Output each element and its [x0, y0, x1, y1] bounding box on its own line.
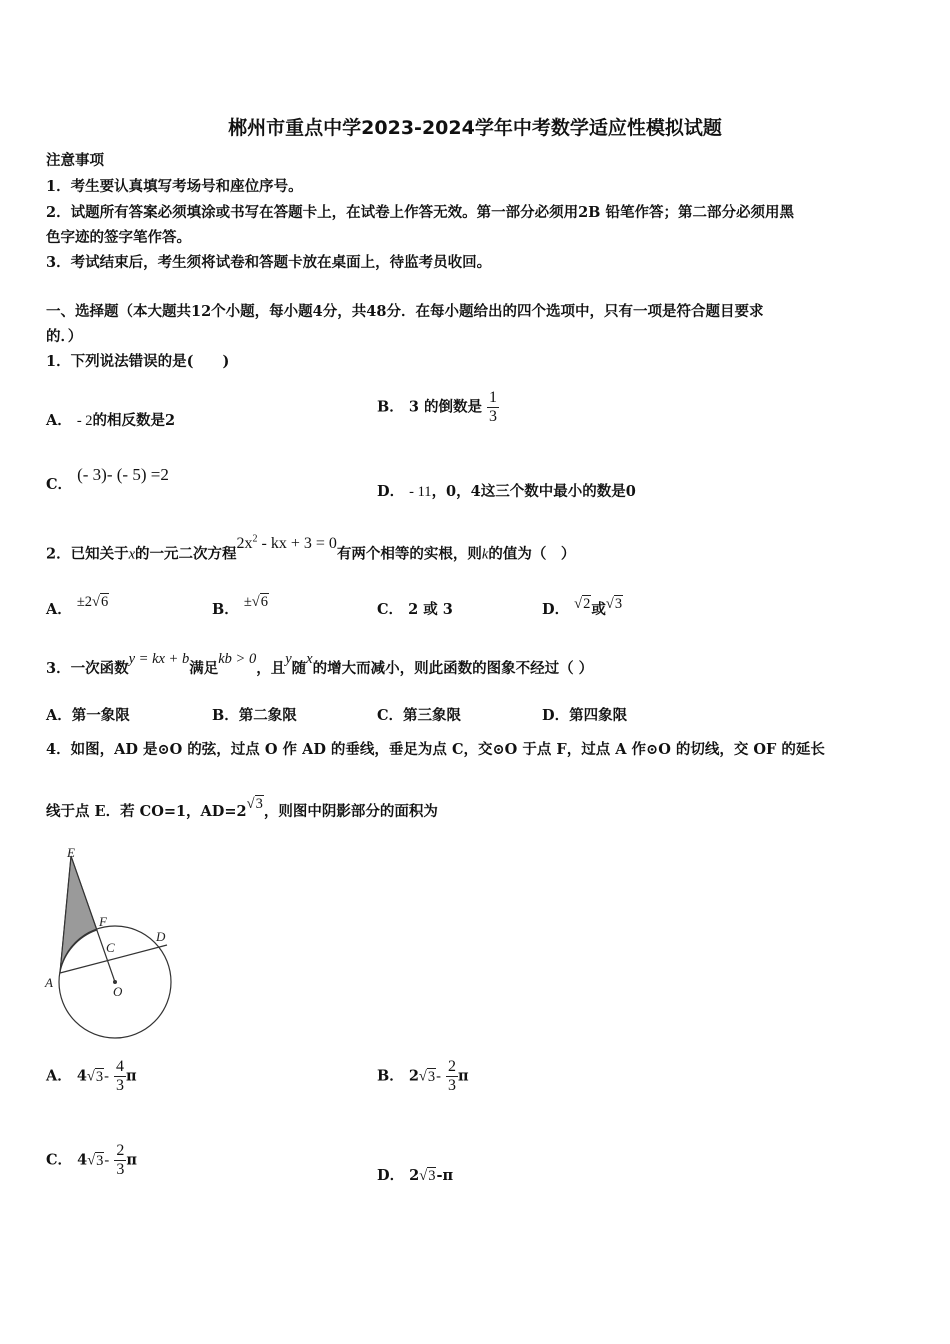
option-label: D．: [377, 483, 405, 500]
q3-option-b: B．第二象限: [212, 707, 297, 724]
q3-option-c: C．第三象限: [377, 707, 462, 724]
variable-x: x: [128, 546, 136, 563]
radical-expression: √3: [418, 1068, 436, 1085]
notice-item-1: 1．考生要认真填写考场号和座位序号。: [46, 178, 303, 195]
q2-option-c: [377, 600, 453, 620]
radical-expression: ±2√6: [76, 594, 109, 610]
geometry-figure: [40, 842, 180, 1042]
option-label: C．: [377, 601, 404, 618]
condition: kb > 0: [218, 651, 257, 667]
equation: y = kx + b: [128, 651, 190, 667]
q1-option-a: [46, 411, 175, 431]
notice-heading: 注意事项: [46, 152, 104, 169]
option-label: B．: [377, 1067, 404, 1085]
variable-k: k: [481, 546, 489, 563]
label-o: O: [113, 984, 123, 999]
variable-y: y: [285, 651, 292, 667]
option-label: B．: [212, 601, 239, 618]
option-text: ，0，4这三个数中最小的数是0: [431, 483, 636, 500]
math-expression: (- 3)- (- 5) =2: [77, 465, 169, 484]
q4-option-d: D． 2√3-π: [377, 1167, 454, 1184]
q1-stem: 1．下列说法错误的是( ): [46, 353, 230, 370]
q4-option-c: C． 4√3- $\frac{2}{3}$ π: [46, 1142, 137, 1178]
variable-x: x: [306, 651, 313, 667]
q1-option-d: [377, 482, 636, 502]
option-label: A．: [46, 1067, 72, 1085]
radical-expression: ±√6: [243, 594, 269, 610]
section-heading: 一、选择题（本大题共12个小题，每小题4分，共48分．在每小题给出的四个选项中，只有一项是符合题目要求: [46, 303, 764, 320]
label-d: D: [156, 929, 166, 944]
radical-3: √3: [605, 596, 623, 612]
q3-option-a: A．第一象限: [46, 707, 130, 724]
q4-option-b: B． 2√3- $\frac{2}{3}$ π: [377, 1058, 469, 1094]
option-label: A．: [46, 601, 72, 618]
option-label: B．: [377, 398, 404, 416]
notice-item-2: 2．试题所有答案必须填涂或书写在答题卡上，在试卷上作答无效。第一部分必须用2B 铅笔作答；第二部分必须用黑: [46, 204, 794, 221]
option-label: D．: [377, 1167, 405, 1184]
label-f: F: [99, 914, 107, 929]
option-label: D．: [542, 601, 570, 618]
q3-option-d: D．第四象限: [542, 707, 628, 724]
label-a: A: [45, 975, 53, 990]
page-title: 郴州市重点中学2023-2024学年中考数学适应性模拟试题: [228, 117, 722, 139]
radical-expression: √3: [419, 1168, 436, 1184]
radical-2: √2: [574, 596, 591, 612]
equation: $2x^2$ - kx + 3 = 0: [236, 534, 337, 553]
option-label: C．: [46, 476, 73, 493]
label-c: C: [106, 940, 115, 955]
section-heading-cont: 的．）: [46, 328, 83, 345]
fraction: $\frac{2}{3}$: [116, 1142, 125, 1178]
fraction: $\frac{2}{3}$: [448, 1058, 457, 1094]
fraction: $\frac{1}{3}$: [489, 389, 498, 425]
q1-option-c: [46, 465, 169, 495]
radical-expression: √3: [86, 1068, 104, 1085]
label-e: E: [67, 845, 75, 860]
option-text: 的相反数是2: [92, 412, 176, 429]
q4-stem-cont: 线于点 E．若 CO=1，AD=2√3，则图中阴影部分的面积为: [46, 796, 438, 820]
option-label: A．: [46, 412, 72, 429]
q4-stem: 4．如图，AD 是⊙O 的弦，过点 O 作 AD 的垂线，垂足为点 C，交⊙O 于点 F，过点 A 作⊙O 的切线，交 OF 的延长: [46, 741, 825, 758]
radical-expression: √3: [87, 1152, 104, 1169]
math-expression: - 11: [409, 484, 432, 500]
option-text: 2 或 3: [408, 601, 453, 618]
q2-option-d: D． √2或√3: [542, 596, 623, 618]
q2-option-a: [46, 594, 109, 620]
radical-expression: √3: [246, 796, 263, 812]
q2-option-b: [212, 594, 269, 620]
option-text: 3 的倒数是: [408, 398, 482, 416]
fraction: $\frac{4}{3}$: [116, 1058, 125, 1094]
option-label: C．: [46, 1151, 73, 1169]
q2-stem: 2．已知关于x的一元二次方程$2x^2$ - kx + 3 = 0有两个相等的实根，则k的值为（ ）: [46, 534, 576, 563]
q3-stem: 3．一次函数y = kx + b满足kb > 0，且y随x的增大而减小，则此函数的图象不经过（ ）: [46, 651, 594, 677]
q1-option-b: [377, 389, 499, 426]
notice-item-2-cont: 色字迹的签字笔作答。: [46, 229, 191, 246]
math-expression: - 2: [76, 413, 93, 429]
notice-item-3: 3．考试结束后，考生须将试卷和答题卡放在桌面上，待监考员收回。: [46, 254, 492, 271]
q4-option-a: A． 4√3- $\frac{4}{3}$ π: [46, 1058, 137, 1094]
